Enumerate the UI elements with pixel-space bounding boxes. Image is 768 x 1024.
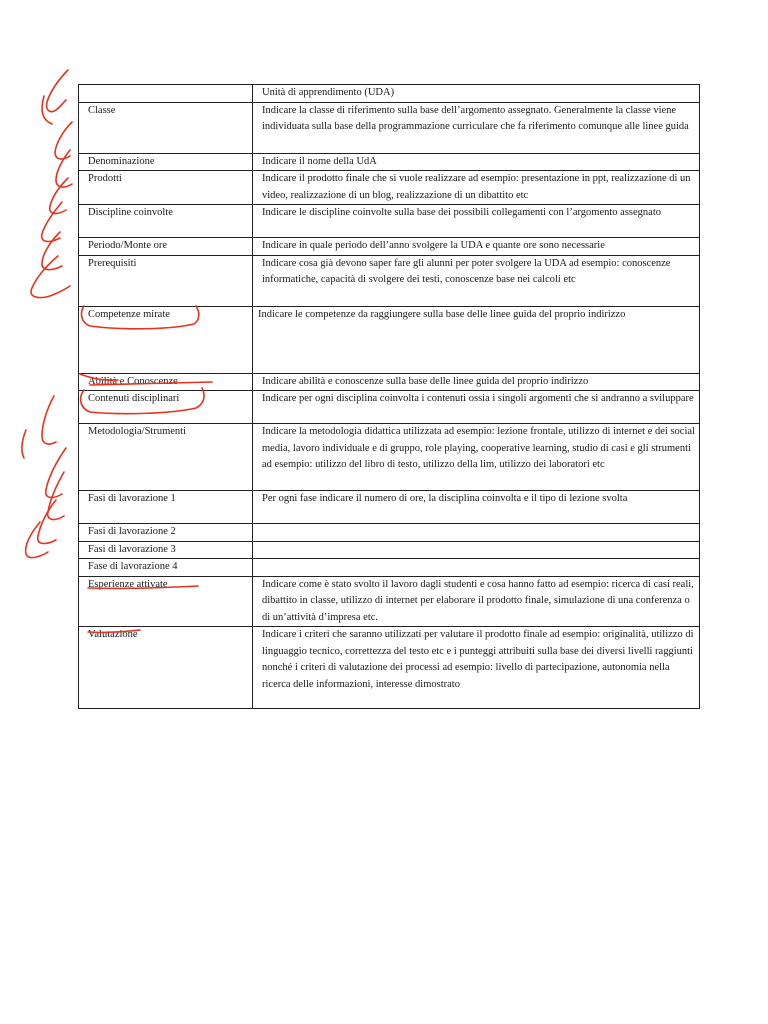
row-description: Indicare abilità e conoscenze sulla base delle linee guida del proprio indirizzo [253, 373, 700, 391]
row-label: Prerequisiti [79, 255, 253, 306]
row-description: Indicare i criteri che saranno utilizzati per valutare il prodotto finale ad esempio: originalità, utilizzo di linguaggio tecnico, correttezza del testo etc e i punteggi attribuiti sulla base dei diversi livelli raggiunti nonché i criteri di valutazione dei processi ad esempio: livello di partecipazione, autonomia nella ricerca delle informazioni, interesse dimostrato [253, 627, 700, 709]
row-label: Discipline coinvolte [79, 205, 253, 238]
table-row [79, 238, 700, 256]
margin-checkmark [42, 396, 56, 444]
table-row [79, 171, 700, 205]
row-label: Metodologia/Strumenti [79, 424, 253, 491]
table-row [79, 102, 700, 153]
row-label: Fase di lavorazione 4 [79, 559, 253, 577]
row-description: Indicare il nome della UdA [253, 153, 700, 171]
row-label: Periodo/Monte ore [79, 238, 253, 256]
table-row [79, 306, 700, 373]
margin-checkmark [22, 430, 26, 458]
margin-checkmark [50, 178, 68, 213]
margin-checkmark [42, 202, 62, 241]
row-description [253, 524, 700, 542]
row-label: Prodotti [79, 171, 253, 205]
row-label [79, 85, 253, 103]
row-description: Per ogni fase indicare il numero di ore, la disciplina coinvolta e il tipo di lezione svolta [253, 491, 700, 524]
row-description: Indicare la metodologia didattica utilizzata ad esempio: lezione frontale, utilizzo di internet e dei social media, lavoro individuale e di gruppo, role playing, cooperative learning, studio di casi e gli strumenti ad esempio: utilizzo del libro di testo, utilizzo della lim, utilizzo dei laboratori etc [253, 424, 700, 491]
row-label: Esperienze attivate [79, 576, 253, 627]
margin-checkmark [31, 256, 70, 298]
margin-checkmark [26, 522, 48, 558]
row-label: Denominazione [79, 153, 253, 171]
margin-checkmark [56, 150, 72, 187]
row-label: Competenze mirate [79, 306, 253, 373]
row-description: Indicare le competenze da raggiungere sulla base delle linee guida del proprio indirizzo [253, 306, 700, 373]
margin-checkmark [55, 122, 72, 159]
margin-checkmark [46, 448, 66, 497]
row-label: Valutazione [79, 627, 253, 709]
margin-checkmark [42, 232, 62, 270]
row-description: Indicare il prodotto finale che si vuole realizzare ad esempio: presentazione in ppt, realizzazione di un video, realizzazione di un blog, realizzazione di un dibattito etc [253, 171, 700, 205]
row-description [253, 541, 700, 559]
table-row [79, 491, 700, 524]
table-row [79, 391, 700, 424]
row-description: Indicare cosa già devono saper fare gli alunni per poter svolgere la UDA ad esempio: conoscenze informatiche, capacità di svolgere dei testi, conoscenze base nei calcoli etc [253, 255, 700, 306]
row-description: Unità di apprendimento (UDA) [253, 85, 700, 103]
margin-checkmark [48, 472, 64, 519]
table-row [79, 524, 700, 542]
row-description [253, 559, 700, 577]
table-row [79, 559, 700, 577]
row-description: Indicare come è stato svolto il lavoro dagli studenti e cosa hanno fatto ad esempio: ricerca di casi reali, dibattito in classe, utilizzo di internet per elaborare il prodotto finale, simulazione di una conferenza o di un’attività d’impresa etc. [253, 576, 700, 627]
table-row [79, 541, 700, 559]
row-label: Classe [79, 102, 253, 153]
uda-table [78, 84, 700, 709]
row-description: Indicare per ogni disciplina coinvolta i contenuti ossia i singoli argomenti che si andranno a sviluppare [253, 391, 700, 424]
row-label: Contenuti disciplinari [79, 391, 253, 424]
row-label: Abilità e Conoscenze [79, 373, 253, 391]
row-description: Indicare la classe di riferimento sulla base dell’argomento assegnato. Generalmente la classe viene individuata sulla base della programmazione curriculare che fa riferimento comunque alle linee guida [253, 102, 700, 153]
margin-checkmark [38, 500, 56, 543]
row-label: Fasi di lavorazione 3 [79, 541, 253, 559]
row-label: Fasi di lavorazione 1 [79, 491, 253, 524]
table-row [79, 373, 700, 391]
margin-checkmark [47, 70, 68, 112]
margin-checkmark [42, 96, 52, 124]
table-row [79, 205, 700, 238]
row-description: Indicare in quale periodo dell’anno svolgere la UDA e quante ore sono necessarie [253, 238, 700, 256]
row-description: Indicare le discipline coinvolte sulla base dei possibili collegamenti con l’argomento assegnato [253, 205, 700, 238]
table-row [79, 576, 700, 627]
table-row [79, 424, 700, 491]
table-row [79, 153, 700, 171]
row-label: Fasi di lavorazione 2 [79, 524, 253, 542]
table-row [79, 255, 700, 306]
table-row [79, 85, 700, 103]
table-row [79, 627, 700, 709]
